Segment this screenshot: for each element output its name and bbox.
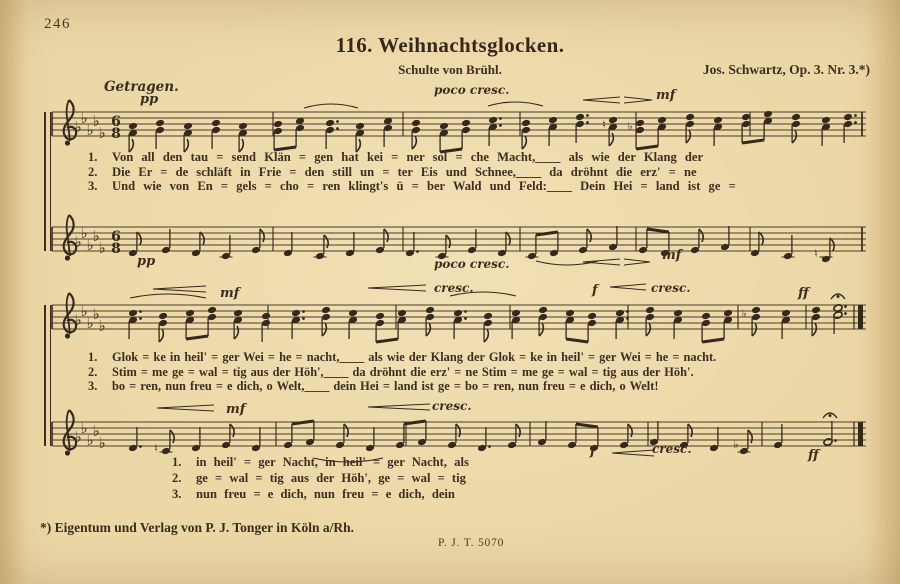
verse-block-1 [84,150,878,194]
svg-text:♭: ♭ [92,422,100,440]
composer-credit: Jos. Schwartz, Op. 3. Nr. 3.*) [702,62,870,77]
svg-text:6: 6 [111,114,121,130]
svg-text:♭: ♭ [74,233,82,251]
verse-number: 2. [88,164,98,179]
svg-text:♭: ♭ [80,419,88,437]
verse-number: 3. [88,379,98,394]
svg-text:♭: ♭ [92,112,100,130]
verse-block-3 [168,454,638,502]
svg-text:♭: ♭ [86,431,94,449]
svg-text:♭: ♭ [98,317,106,335]
dynamic-f-system3: f [592,283,598,298]
publisher-footnote: *) Eigentum und Verlag von P. J. Tonger in Köln a/Rh. [40,520,354,535]
page-number: 246 [44,16,71,32]
svg-text:♭: ♭ [98,434,106,452]
verse-text: Die Er = de schläft in Frie = den still un = ter Eis und Schnee,____ da dröhnt die erz' = ne [112,164,697,179]
verse-number: 3. [88,179,98,194]
lyricist-credit: Schulte von Brühl. [398,62,502,77]
dynamic-pp-system2: pp [137,254,156,269]
plate-number: P. J. T. 5070 [438,537,505,549]
verse-line [84,379,878,394]
svg-text:♭: ♭ [74,311,82,329]
dynamic-mf-system2: mf [662,248,682,263]
verse-number: 1. [172,455,182,469]
dynamic-cresc2-system3: cresc. [651,281,691,295]
verse-line [84,150,878,165]
verse-number: 1. [88,350,98,364]
svg-text:♭: ♭ [86,236,94,254]
svg-text:♭: ♭ [98,124,106,142]
svg-text:♭: ♭ [92,305,100,323]
svg-text:♭: ♭ [80,302,88,320]
svg-text:♭: ♭ [74,118,82,136]
verse-text: bo = ren, nun freu = e dich, o Welt,____ dein Hei = land ist ge = bo = ren, nun freu = e dich, o Welt! [112,379,659,394]
dynamic-cresc1-system4: cresc. [432,399,472,413]
verse-block-2 [84,350,878,394]
dynamic-poco-cresc-system1: poco cresc. [434,83,510,97]
svg-text:♭: ♭ [92,227,100,245]
verse-text: Und wie von En = gels = cho = ren klingt's ü = ber Wald und Feld:____ Dein Hei = land ist ge = [112,179,736,194]
dynamic-cresc1-system3: cresc. [434,281,474,295]
dynamic-mf-system1: mf [656,88,676,103]
svg-text:♮: ♮ [814,247,818,260]
dynamic-ff-system4: ff [808,448,819,463]
verse-number: 2. [88,364,98,379]
verse-line [84,350,878,365]
svg-text:♭: ♭ [741,307,747,320]
svg-text:♮: ♮ [602,118,606,131]
svg-text:♮: ♮ [154,442,158,455]
svg-text:♭: ♭ [74,428,82,446]
verse-line [84,365,878,380]
svg-text:♭: ♭ [80,109,88,127]
svg-text:♭: ♭ [733,438,739,451]
verse-number: 1. [88,150,98,164]
page-title: 116. Weihnachtsglocken. [335,33,565,57]
dynamic-cresc2-system4: cresc. [652,442,692,456]
verse-number: 2. [172,471,182,485]
tempo-marking: Getragen. [104,79,179,95]
dynamic-poco-cresc-system2: poco cresc. [434,257,510,271]
verse-text: Von all den tau = send Klän = gen hat kei = ner sol = che Macht,____ als wie der Klang der [112,150,704,164]
verse-text: Stim = me ge = wal = tig aus der Höh',____ da dröhnt die erz' = ne Stim = me ge = wal = tig aus der Höh'. [112,364,694,379]
verse-text: Glok = ke in heil' = ger Wei = he = nacht,____ als wie der Klang der Glok = ke in heil' = ger Wei = he = nacht. [112,350,717,364]
verse-text: ge = wal = tig aus der Höh', ge = wal = tig [196,471,466,485]
svg-text:♭: ♭ [98,239,106,257]
verse-number: 3. [172,487,182,501]
dynamic-f-system4: f [590,444,596,459]
verse-line [84,179,878,194]
dynamic-mf-system3: mf [220,286,240,301]
verse-text: in heil' = ger Nacht, in heil' = ger Nacht, als [196,455,469,469]
svg-text:8: 8 [111,126,121,142]
dynamic-pp-system1: pp [140,92,159,107]
verse-line [168,454,638,470]
svg-text:♭: ♭ [627,120,633,133]
svg-text:8: 8 [111,241,121,257]
svg-text:6: 6 [111,229,121,245]
dynamic-mf-system4: mf [226,402,246,417]
svg-text:♭: ♭ [86,121,94,139]
verse-line [168,470,638,486]
verse-text: nun freu = e dich, nun freu = e dich, dein [196,487,455,501]
dynamic-ff-system3: ff [798,286,809,301]
svg-text:♭: ♭ [86,314,94,332]
verse-line [84,165,878,180]
verse-line [168,486,638,502]
svg-text:♭: ♭ [80,224,88,242]
